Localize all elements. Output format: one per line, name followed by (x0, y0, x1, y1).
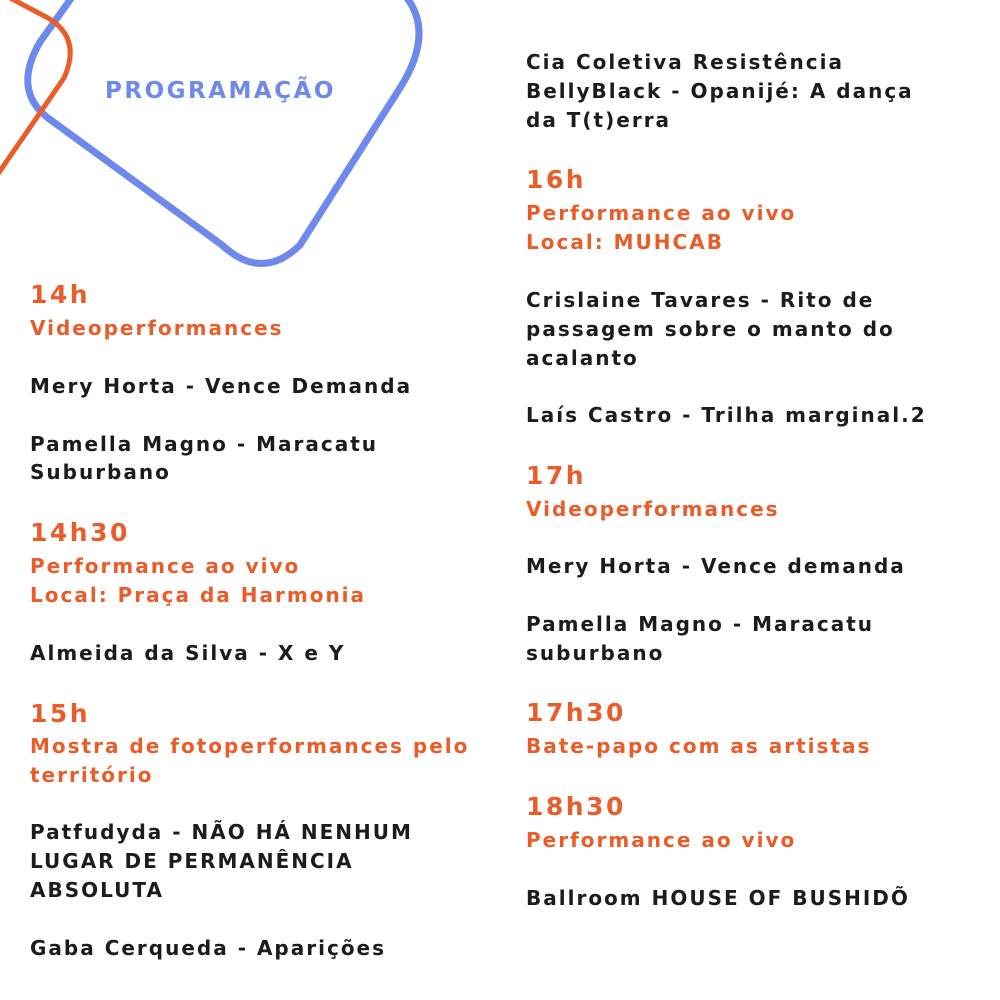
artist-entry-cont: ABSOLUTA (30, 878, 164, 902)
artist-entry-cont: passagem sobre o manto do (526, 317, 895, 341)
artist-entry-cont: LUGAR DE PERMANÊNCIA (30, 849, 354, 873)
artist-entry: Pamella Magno - Maracatu (526, 612, 875, 636)
artist-entry: Mery Horta - Vence Demanda (30, 374, 413, 398)
artist-entry-cont: BellyBlack - Opanijé: A dança (526, 79, 914, 103)
time-16h: 16h (526, 165, 587, 194)
session-type-cont: território (30, 763, 154, 787)
artist-entry: Laís Castro - Trilha marginal.2 (526, 403, 927, 427)
session-type: Videoperformances (526, 497, 780, 521)
session-type: Performance ao vivo (526, 201, 797, 225)
artist-entry-cont: acalanto (526, 346, 639, 370)
session-location: Local: Praça da Harmonia (30, 583, 367, 607)
artist-entry: Crislaine Tavares - Rito de (526, 288, 875, 312)
session-type: Performance ao vivo (30, 554, 301, 578)
artist-entry: Patfudyda - NÃO HÁ NENHUM (30, 820, 413, 844)
artist-entry: Almeida da Silva - X e Y (30, 641, 346, 665)
session-type: Mostra de fotoperformances pelo (30, 734, 470, 758)
artist-entry-cont: Suburbano (30, 460, 171, 484)
session-type: Bate-papo com as artistas (526, 734, 872, 758)
time-17h30: 17h30 (526, 698, 626, 727)
page-title: PROGRAMAÇÃO (105, 78, 336, 104)
artist-entry: Mery Horta - Vence demanda (526, 554, 906, 578)
time-15h: 15h (30, 699, 91, 728)
blue-rounded-square-outline (28, 0, 419, 264)
session-type: Videoperformances (30, 316, 284, 340)
artist-entry: Cia Coletiva Resistência (526, 50, 844, 74)
artist-entry: Pamella Magno - Maracatu (30, 432, 379, 456)
artist-entry-cont: suburbano (526, 641, 665, 665)
time-17h: 17h (526, 461, 587, 490)
time-18h30: 18h30 (526, 792, 626, 821)
time-14h30: 14h30 (30, 518, 130, 547)
artist-entry: Ballroom HOUSE OF BUSHIDÕ (526, 886, 910, 910)
time-14h: 14h (30, 280, 91, 309)
session-location: Local: MUHCAB (526, 230, 724, 254)
artist-entry-cont: da T(t)erra (526, 108, 672, 132)
artist-entry: Gaba Cerqueda - Aparições (30, 936, 387, 960)
session-type: Performance ao vivo (526, 828, 797, 852)
